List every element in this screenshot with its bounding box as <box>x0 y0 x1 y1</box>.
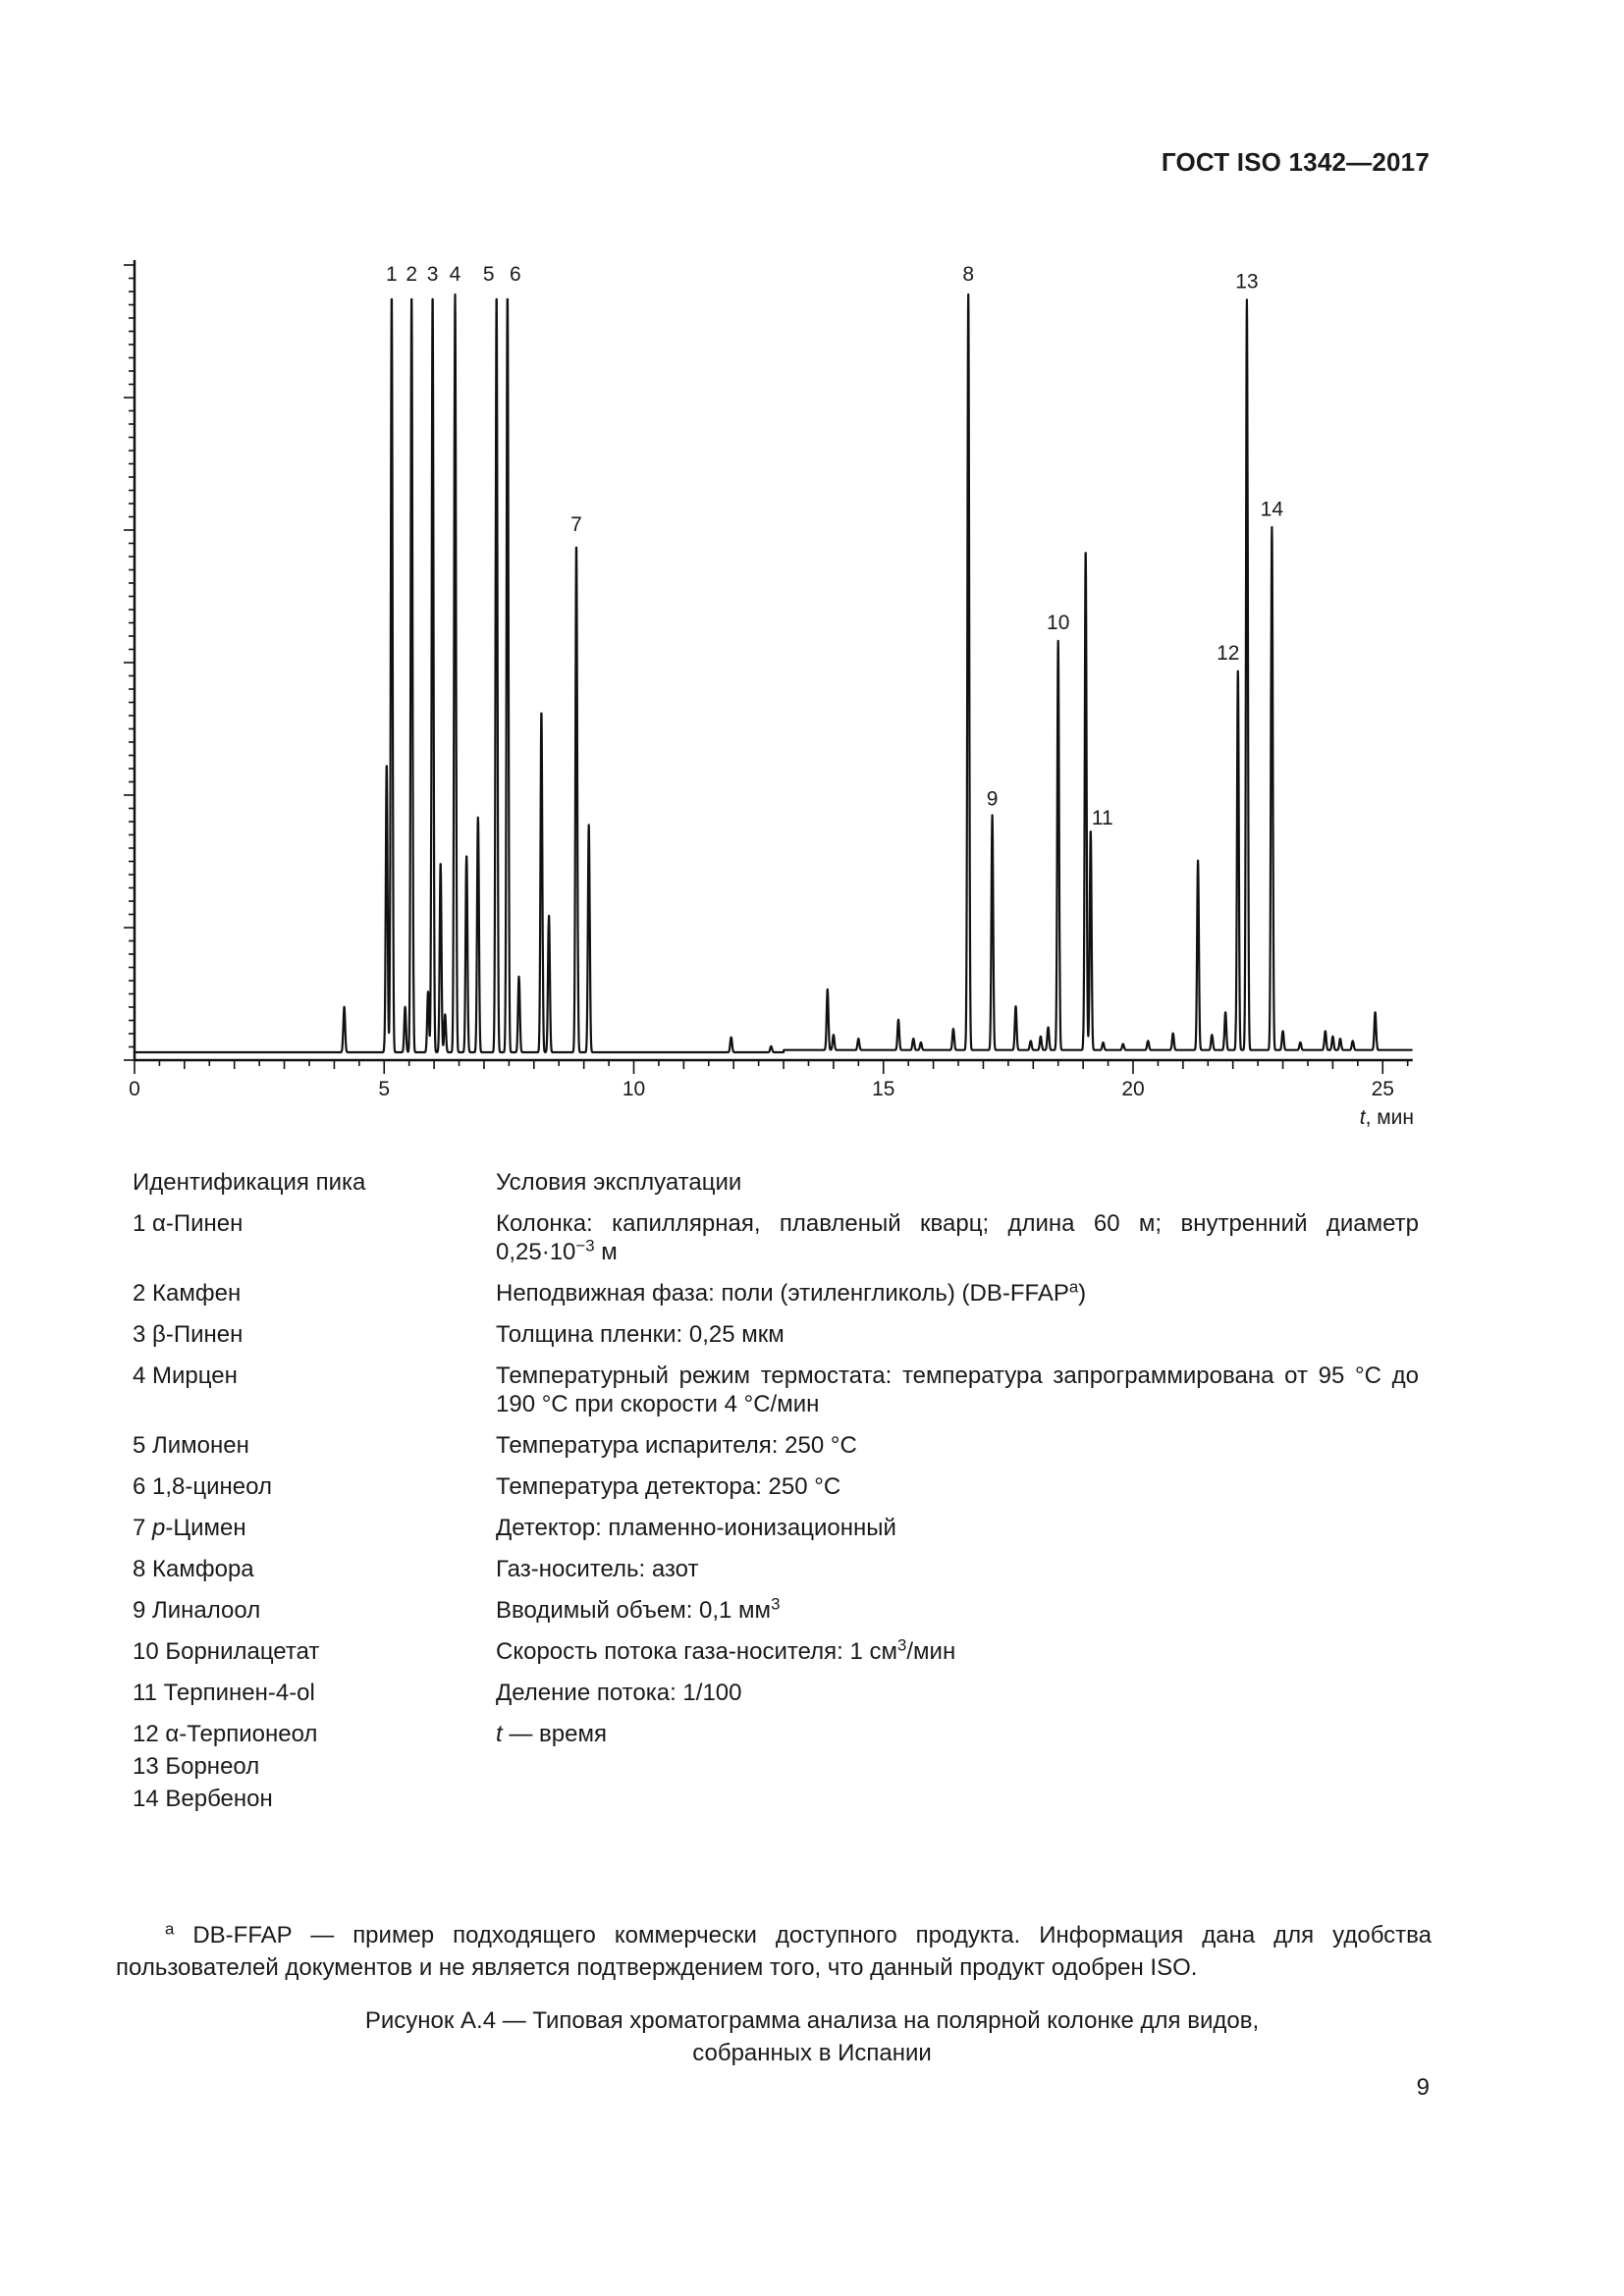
table-row <box>133 1209 1419 1279</box>
condition-cell <box>496 1785 1419 1817</box>
condition-text-suffix: м <box>594 1239 618 1265</box>
caption-line-1: Рисунок А.4 — Типовая хроматограмма анализа на полярной колонке для видов, <box>364 2007 1260 2034</box>
peak-id-text: 6 1,8-цинеол <box>133 1473 272 1500</box>
condition-text: Скорость потока газа-носителя: 1 см <box>496 1638 898 1665</box>
peak-id-text: 3 β-Пинен <box>133 1321 244 1348</box>
caption-line-2: собранных в Испании <box>692 2040 932 2066</box>
peak-label: 10 <box>1047 612 1070 635</box>
document-code: ГОСТ ISO 1342—2017 <box>1161 147 1430 177</box>
peak-id-cell <box>133 1555 496 1596</box>
condition-superscript: 3 <box>897 1635 907 1655</box>
condition-text: Детектор: пламенно-ионизационный <box>496 1515 896 1541</box>
chart-ticks <box>124 265 1408 1074</box>
peak-label: 14 <box>1260 498 1284 521</box>
peak-label: 12 <box>1217 642 1240 665</box>
peak-id-cell <box>133 1472 496 1514</box>
x-tick-label: 5 <box>378 1078 391 1100</box>
peak-id-cell <box>133 1514 496 1555</box>
table-row <box>133 1720 1419 1752</box>
peak-label: 8 <box>962 263 975 286</box>
peak-id-cell <box>133 1637 496 1679</box>
condition-text-suffix: /мин <box>906 1638 956 1665</box>
peak-id-text: 2 Камфен <box>133 1280 242 1307</box>
peak-id-text: 12 α-Терпионеол <box>133 1721 318 1747</box>
table-row <box>133 1514 1419 1555</box>
footnote-marker: a <box>165 1919 175 1939</box>
peak-id-cell <box>133 1679 496 1720</box>
condition-text: Деление потока: 1/100 <box>496 1680 742 1706</box>
condition-text-suffix: ) <box>1078 1280 1087 1307</box>
peak-id-text: 5 Лимонен <box>133 1432 249 1459</box>
condition-text: Вводимый объем: 0,1 мм <box>496 1597 772 1624</box>
page-number: 9 <box>1416 2074 1430 2101</box>
peak-label: 7 <box>570 512 582 536</box>
x-tick-labels <box>129 1078 1394 1100</box>
condition-text: Толщина пленки: 0,25 мкм <box>496 1321 785 1348</box>
table-row <box>133 1362 1419 1431</box>
peak-id-name: -Цимен <box>165 1515 246 1541</box>
condition-cell <box>496 1431 1419 1472</box>
peak-id-cell <box>133 1320 496 1362</box>
peak-label: 9 <box>986 787 999 811</box>
condition-text: Газ-носитель: азот <box>496 1556 699 1582</box>
table-row <box>133 1679 1419 1720</box>
chromatogram-trace <box>135 294 1413 1052</box>
condition-cell <box>496 1679 1419 1720</box>
x-tick-label: 0 <box>129 1078 140 1100</box>
figure-caption <box>0 2004 1624 2069</box>
table-row <box>133 1320 1419 1362</box>
peak-id-cell <box>133 1362 496 1431</box>
table-row <box>133 1472 1419 1514</box>
peak-id-cell <box>133 1279 496 1320</box>
peak-id-text: 13 Борнеол <box>133 1753 260 1780</box>
x-tick-label: 25 <box>1371 1078 1394 1100</box>
table-row <box>133 1555 1419 1596</box>
condition-text: Температура детектора: 250 °C <box>496 1473 841 1500</box>
x-tick-label: 20 <box>1121 1078 1145 1100</box>
peak-label: 1 <box>386 263 398 286</box>
peak-label: 5 <box>482 263 495 286</box>
peak-id-cell <box>133 1209 496 1279</box>
peak-label: 13 <box>1235 270 1259 294</box>
peak-id-cell <box>133 1596 496 1637</box>
condition-cell <box>496 1555 1419 1596</box>
condition-text: Температура испарителя: 250 °C <box>496 1432 857 1459</box>
table-row <box>133 1431 1419 1472</box>
peak-labels <box>386 263 1283 829</box>
peak-label: 6 <box>510 263 521 286</box>
table-row <box>133 1596 1419 1637</box>
condition-cell <box>496 1596 1419 1637</box>
peak-id-text: 11 Терпинен-4-ol <box>133 1680 315 1706</box>
condition-cell <box>496 1472 1419 1514</box>
x-tick-label: 15 <box>872 1078 895 1100</box>
condition-symbol: t <box>496 1721 503 1747</box>
x-axis-label-unit: , мин <box>1365 1106 1414 1129</box>
peak-id-text: 8 Камфора <box>133 1556 254 1582</box>
condition-cell <box>496 1720 1419 1752</box>
condition-cell <box>496 1637 1419 1679</box>
condition-cell <box>496 1752 1419 1785</box>
condition-text: Колонка: капиллярная, плавленый кварц; длина 60 м; внутренний диаметр 0,25·10 <box>496 1210 1419 1265</box>
peak-id-cell <box>133 1431 496 1472</box>
peak-id-text: 4 Мирцен <box>133 1362 238 1389</box>
condition-cell <box>496 1209 1419 1279</box>
peak-label: 2 <box>406 263 418 286</box>
table-row <box>133 1785 1419 1817</box>
peak-id-cell <box>133 1785 496 1817</box>
peak-id-prefix: p <box>152 1515 166 1541</box>
table-row <box>133 1637 1419 1679</box>
peak-id-text: 1 α-Пинен <box>133 1210 244 1237</box>
peak-id-cell <box>133 1720 496 1752</box>
condition-text: Неподвижная фаза: поли (этиленгликоль) (DB-FFAP <box>496 1280 1069 1307</box>
peak-identification-table <box>133 1168 1419 1817</box>
condition-superscript: a <box>1068 1277 1079 1297</box>
table-row <box>133 1752 1419 1785</box>
x-tick-label: 10 <box>622 1078 646 1100</box>
condition-text: — время <box>502 1721 607 1747</box>
x-axis-label-var: t <box>1359 1106 1366 1129</box>
condition-cell <box>496 1320 1419 1362</box>
header-operating-conditions: Условия эксплуатации <box>496 1169 742 1196</box>
x-axis-label <box>1360 1106 1414 1129</box>
peak-id-text: 14 Вербенон <box>133 1786 273 1812</box>
condition-cell <box>496 1514 1419 1555</box>
condition-cell <box>496 1279 1419 1320</box>
peak-id-cell <box>133 1752 496 1785</box>
peak-label: 11 <box>1091 807 1113 830</box>
peak-label: 4 <box>449 263 461 286</box>
peak-id-text: 10 Борнилацетат <box>133 1638 320 1665</box>
condition-cell <box>496 1362 1419 1431</box>
peak-label: 3 <box>426 263 439 286</box>
table-header-row <box>133 1168 1419 1209</box>
condition-superscript: −3 <box>575 1236 595 1255</box>
footnote <box>116 1919 1432 1984</box>
header-peak-identification: Идентификация пика <box>133 1169 366 1196</box>
peak-id-number: 7 <box>133 1515 153 1541</box>
table-row <box>133 1279 1419 1320</box>
condition-superscript: 3 <box>771 1594 781 1614</box>
condition-text: Температурный режим термостата: температура запрограммирована от 95 °C до 190 °C при скорости 4 °C/мин <box>496 1362 1419 1417</box>
peak-id-text: 9 Линалоол <box>133 1597 261 1624</box>
footnote-text: DB-FFAP — пример подходящего коммерчески доступного продукта. Информация дана для удобства пользователей документов и не является подтверждением того, что данный продукт одобрен ISO. <box>116 1922 1432 1981</box>
